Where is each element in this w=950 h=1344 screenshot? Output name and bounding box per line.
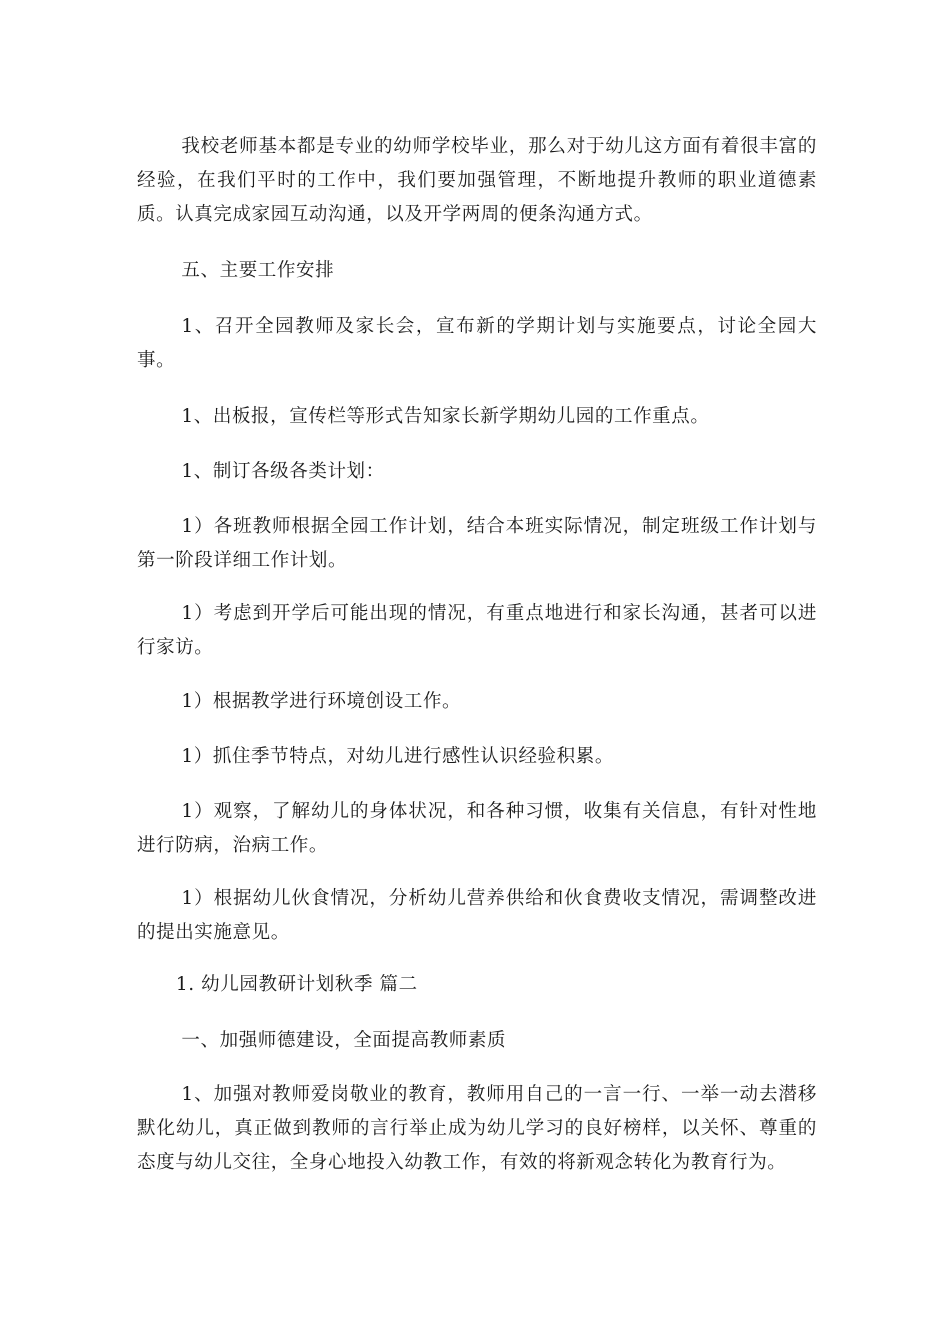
paragraph-dedication-education: 1、加强对教师爱岗敬业的教育，教师用自己的一言一行、一举一动去潜移默化幼儿，真正做到教师的言行举止成为幼儿学习的良好榜样，以关怀、尊重的态度与幼儿交往，全身心地投入幼教工作，有效的将新观念转化为教育行为。 bbox=[137, 1084, 817, 1173]
section-title-part-two: 1. 幼儿园教研计划秋季 篇二 bbox=[175, 974, 418, 995]
paragraph-parent-communication: 1）考虑到开学后可能出现的情况，有重点地进行和家长沟通，甚者可以进行家访。 bbox=[137, 603, 817, 658]
paragraph-teacher-quality: 我校老师基本都是专业的幼师学校毕业，那么对于幼儿这方面有着很丰富的经验，在我们平时的工作中，我们要加强管理，不断地提升教师的职业道德素质。认真完成家园互动沟通，以及开学两周的便条沟通方式。 bbox=[137, 136, 817, 225]
paragraph-meal-nutrition: 1）根据幼儿伙食情况，分析幼儿营养供给和伙食费收支情况，需调整改进的提出实施意见。 bbox=[137, 888, 817, 943]
paragraph-blackboard-newsletter: 1、出板报，宣传栏等形式告知家长新学期幼儿园的工作重点。 bbox=[181, 406, 710, 427]
paragraph-staff-parent-meeting: 1、召开全园教师及家长会，宣布新的学期计划与实施要点，讨论全园大事。 bbox=[137, 316, 817, 371]
paragraph-formulate-plans: 1、制订各级各类计划： bbox=[181, 461, 385, 482]
paragraph-class-work-plan: 1）各班教师根据全园工作计划，结合本班实际情况，制定班级工作计划与第一阶段详细工作计划。 bbox=[137, 516, 817, 571]
heading-main-work-arrangement: 五、主要工作安排 bbox=[181, 260, 335, 281]
paragraph-environment-setup: 1）根据教学进行环境创设工作。 bbox=[181, 691, 462, 712]
paragraph-health-observation: 1）观察，了解幼儿的身体状况，和各种习惯，收集有关信息，有针对性地进行防病，治病工作。 bbox=[137, 801, 817, 856]
heading-teacher-ethics: 一、加强师德建设，全面提高教师素质 bbox=[181, 1030, 507, 1051]
paragraph-seasonal-features: 1）抓住季节特点，对幼儿进行感性认识经验积累。 bbox=[181, 746, 614, 767]
